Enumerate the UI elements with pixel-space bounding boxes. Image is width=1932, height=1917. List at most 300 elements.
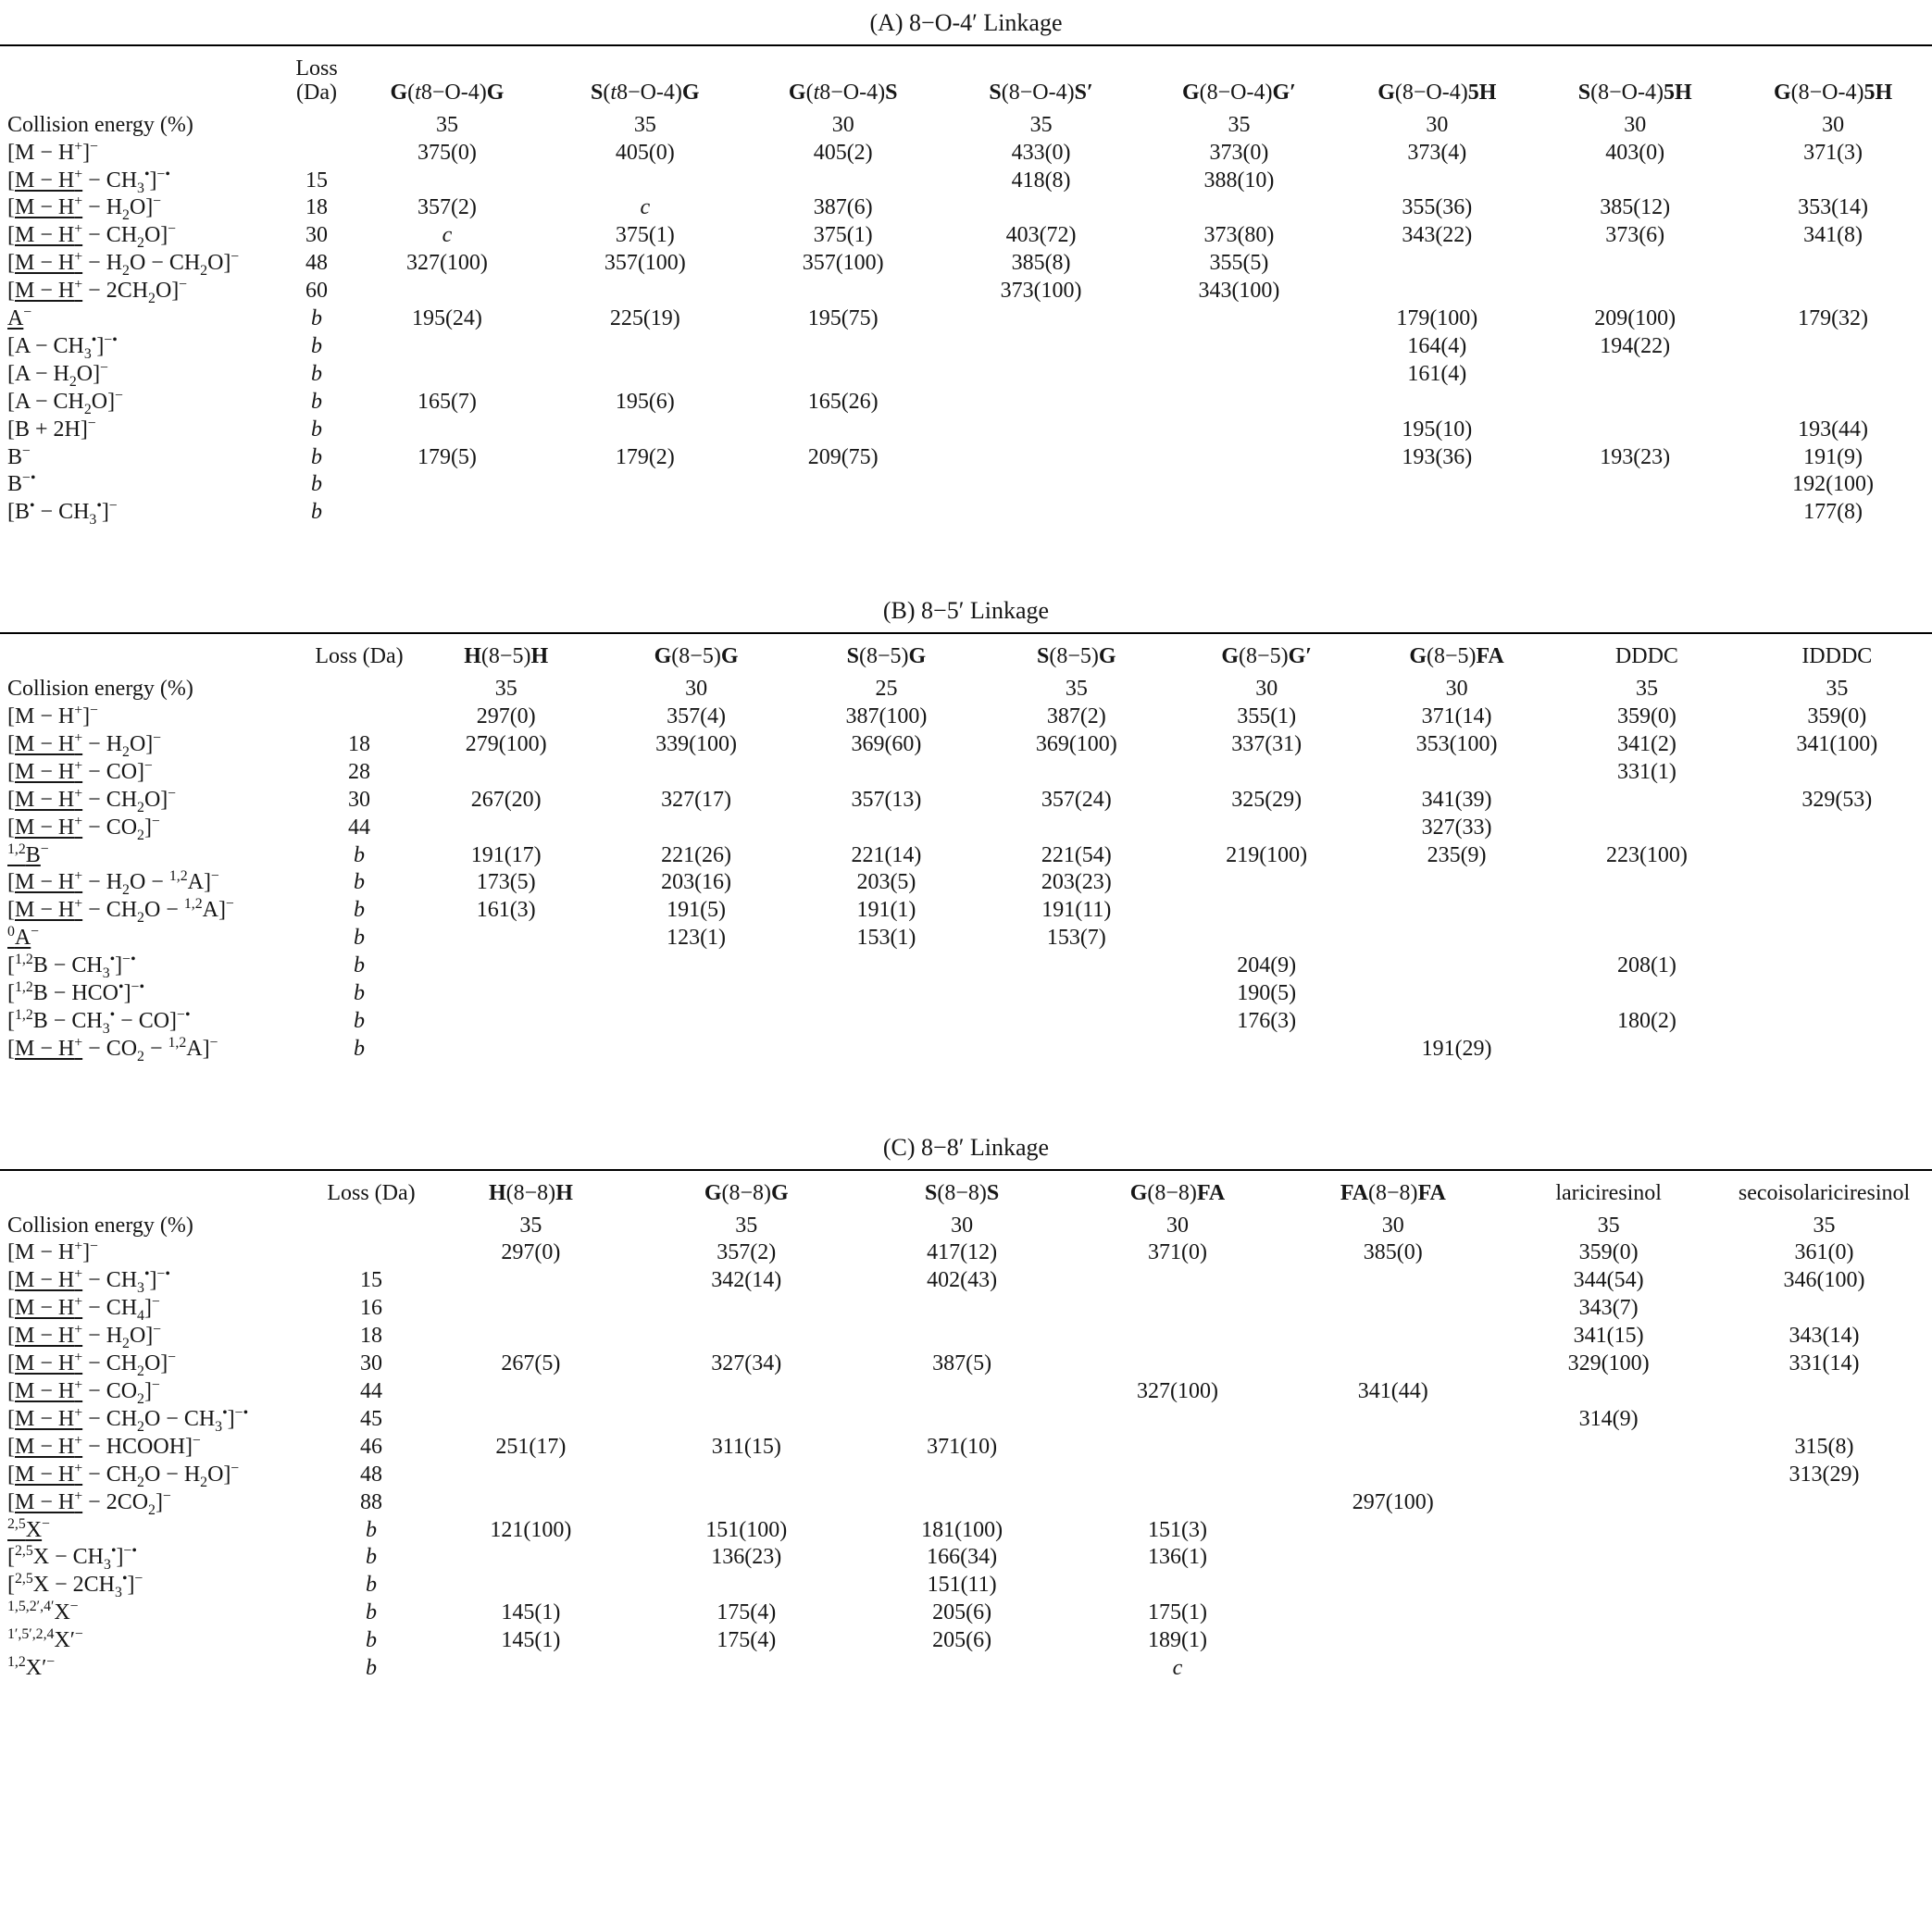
mz-intensity-cell [1338,278,1536,305]
mz-intensity-cell: 191(1) [856,898,916,923]
mz-intensity-cell [1552,925,1741,952]
mz-intensity-cell: 341(44) [1357,1379,1428,1404]
table-b-title: (B) 8−5′ Linkage [882,597,1050,625]
mz-intensity-cell [1734,278,1932,305]
mz-intensity-cell: 136(1) [1147,1545,1207,1570]
mz-intensity-cell [1716,1489,1932,1517]
table-row [0,703,1932,731]
mz-intensity-cell: 359(0) [1616,704,1676,728]
mz-intensity-cell [1536,499,1734,527]
mz-intensity-cell [942,444,1141,472]
mz-intensity-cell [639,1378,854,1406]
mz-intensity-cell: 161(3) [476,898,536,923]
mz-intensity-cell: 191(5) [667,898,727,923]
mz-intensity-cell [1285,1517,1501,1545]
mz-intensity-cell [1070,1323,1286,1351]
mz-intensity-cell: 371(14) [1421,704,1492,728]
mz-intensity-cell: 387(2) [1046,704,1106,728]
loss-value: 60 [305,279,328,304]
mz-intensity-cell [1285,1600,1501,1627]
ion-row-label: $^{1,2}$X′− [7,1654,56,1681]
mz-intensity-cell [744,168,942,195]
mz-intensity-cell [423,1267,639,1295]
mz-intensity-cell [1338,250,1536,278]
table-c-title: (C) 8−8′ Linkage [882,1133,1050,1161]
loss-value: b [354,953,365,978]
mz-intensity-cell: 403(0) [1605,140,1665,165]
mz-intensity-cell: 357(100) [802,251,884,276]
mz-intensity-cell: 417(12) [927,1240,998,1265]
mz-intensity-cell: 166(34) [927,1545,998,1570]
mz-intensity-cell: 371(0) [1147,1240,1207,1265]
table-row [0,676,1932,703]
loss-da-header: Loss (Da) [315,644,404,669]
table-row [0,417,1932,444]
loss-value [307,703,411,731]
ion-row-label: $^{1',5',2,4}$X′− [7,1626,83,1653]
mz-intensity-cell [1742,925,1932,952]
mz-intensity-cell [981,1036,1171,1064]
ion-row-label: $[M - H^+ - H_2O - CH_2O]^-$ [7,249,240,280]
table-b-section [0,595,1932,1063]
mz-intensity-cell [744,278,942,305]
mz-intensity-cell: 369(100) [1035,731,1117,756]
mz-intensity-cell: 315(8) [1794,1434,1854,1459]
mz-intensity-cell: 297(100) [1352,1489,1434,1514]
ion-row-label: $[B^• - CH_3^•]^-$ [7,498,118,529]
ion-row-label: $[M - H^+ - CO_2]^-$ [7,1377,160,1407]
mz-intensity-cell [423,1323,639,1351]
loss-value [285,140,348,168]
table-row [0,759,1932,787]
loss-value: 48 [305,251,328,276]
ion-row-label: $[^{1,2}B - CH_3^• - CO]^{-•}$ [7,1006,191,1037]
mz-intensity-cell [1285,1572,1501,1600]
table-row [0,1008,1932,1036]
table-row [0,389,1932,417]
mz-intensity-cell [546,417,744,444]
mz-intensity-cell [1338,168,1536,195]
table-row [0,361,1932,389]
mz-intensity-cell [546,471,744,499]
mz-intensity-cell [1285,1323,1501,1351]
mz-intensity-cell [1716,1295,1932,1323]
mz-intensity-cell [942,194,1141,222]
mz-intensity-cell: 357(2) [417,195,477,220]
mz-intensity-cell: 145(1) [501,1600,561,1625]
mz-intensity-cell: 191(11) [1041,898,1112,923]
mz-intensity-cell [791,1036,981,1064]
mz-intensity-cell [1285,1655,1501,1683]
mz-intensity-cell [1734,168,1932,195]
header-spacer [0,46,285,112]
mz-intensity-cell: 25 [875,677,898,702]
mz-intensity-cell [1716,1572,1932,1600]
loss-value: 30 [348,787,370,812]
mz-intensity-cell: 204(9) [1237,953,1297,978]
mz-intensity-cell: 193(36) [1402,444,1473,469]
mz-intensity-cell [1742,980,1932,1008]
mz-intensity-cell [744,333,942,361]
compound-column-header-8: G(8−O-4)5H [1773,80,1893,105]
ion-row-label: [$^{1,2}$B − HCO•]−• [7,979,145,1006]
mz-intensity-cell [601,1036,791,1064]
mz-intensity-cell [348,361,546,389]
mz-intensity-cell: 180(2) [1616,1008,1676,1033]
table-row [0,1517,1932,1545]
mz-intensity-cell [1536,168,1734,195]
table-row [0,980,1932,1008]
table-row [0,1544,1932,1572]
table-row [0,1239,1932,1267]
mz-intensity-cell: 327(100) [1136,1379,1218,1404]
loss-value: b [366,1656,377,1681]
mz-intensity-cell: 355(1) [1237,704,1297,728]
loss-value: b [366,1600,377,1625]
compound-column-header-8: IDDDC [1801,644,1873,669]
mz-intensity-cell [981,980,1171,1008]
table-c-linkage-8-8 [0,1171,1932,1683]
table-row [0,897,1932,925]
mz-intensity-cell [1716,1406,1932,1434]
loss-value: 30 [305,223,328,248]
mz-intensity-cell [1172,1036,1362,1064]
mz-intensity-cell [423,1378,639,1406]
mz-intensity-cell: 205(6) [932,1600,992,1625]
ion-row-label: $[M - H^+ - 2CO_2]^-$ [7,1488,171,1518]
mz-intensity-cell: 388(10) [1203,168,1275,193]
ion-row-label: $[M - H^+ - CO_2]^-$ [7,813,160,843]
table-row [0,869,1932,897]
loss-value: b [311,361,322,386]
mz-intensity-cell: 341(100) [1796,731,1878,756]
mz-intensity-cell: 405(2) [813,140,873,165]
table-row [0,222,1932,250]
mz-intensity-cell: 145(1) [501,1628,561,1653]
mz-intensity-cell [1141,389,1339,417]
mz-intensity-cell [854,1489,1070,1517]
mz-intensity-cell [744,361,942,389]
mz-intensity-cell [1501,1434,1716,1462]
mz-intensity-cell [1552,815,1741,842]
table-row [0,842,1932,870]
mz-intensity-cell [1734,361,1932,389]
mz-intensity-cell: 343(7) [1578,1296,1639,1321]
mz-intensity-cell: 30 [1624,112,1647,137]
mz-intensity-cell: c [1172,1656,1183,1681]
ion-row-label: [B + 2H]− [7,415,96,442]
mz-intensity-cell [639,1462,854,1489]
mz-intensity-cell: 191(17) [470,842,542,867]
mz-intensity-cell [1070,1572,1286,1600]
compound-column-header-7: DDDC [1614,644,1678,669]
mz-intensity-cell: 373(0) [1209,140,1269,165]
compound-column-header-4: G(8−8)FA [1129,1180,1226,1205]
ion-row-label: $[M - H^+ - H_2O]^-$ [7,193,162,224]
mz-intensity-cell: 194(22) [1600,333,1671,358]
ion-row-label: $[A - CH_3^•]^{-•}$ [7,331,118,362]
header-row [0,634,1932,676]
mz-intensity-cell [1070,1462,1286,1489]
mz-intensity-cell [1742,952,1932,980]
mz-intensity-cell: 343(100) [1198,279,1280,304]
mz-intensity-cell [1141,361,1339,389]
mz-intensity-cell: 357(24) [1041,787,1112,812]
mz-intensity-cell [1742,759,1932,787]
mz-intensity-cell [1070,1489,1286,1517]
ion-row-label: $^0$A− [7,924,40,951]
ion-row-label: $^{1,2}$B− [7,840,49,867]
ion-row-label: $[M - H^+ - H_2O]^-$ [7,1322,162,1351]
mz-intensity-cell: 179(32) [1798,306,1869,331]
ion-row-label: $[A - H_2O]^-$ [7,359,109,390]
mz-intensity-cell: 375(1) [615,223,675,248]
mz-intensity-cell: 203(16) [661,870,732,895]
loss-value: b [366,1517,377,1542]
mz-intensity-cell [601,952,791,980]
mz-intensity-cell: 175(1) [1147,1600,1207,1625]
mz-intensity-cell: 151(11) [927,1573,997,1598]
mz-intensity-cell [1362,1008,1552,1036]
mz-intensity-cell [1141,333,1339,361]
mz-intensity-cell [1285,1295,1501,1323]
compound-column-header-6: G(8−5)FA [1409,644,1504,669]
mz-intensity-cell: 327(33) [1421,815,1492,840]
mz-intensity-cell [411,1008,601,1036]
mz-intensity-cell [1141,305,1339,333]
ion-row-label: Collision energy (%) [7,112,193,137]
mz-intensity-cell: 35 [735,1213,758,1238]
header-row [0,1171,1932,1213]
loss-da-header: Loss (Da) [295,56,338,105]
loss-value: 44 [348,815,370,840]
table-a-linkage-8-O-4 [0,46,1932,527]
mz-intensity-cell: 179(100) [1396,306,1478,331]
ion-row-label: $[^{2,5}X - 2CH_3^•]^-$ [7,1571,143,1601]
mz-intensity-cell: 35 [435,112,458,137]
mz-intensity-cell [1552,897,1741,925]
mz-intensity-cell [348,278,546,305]
mz-intensity-cell [348,417,546,444]
mz-intensity-cell: 341(2) [1616,731,1676,756]
mz-intensity-cell: 175(4) [717,1600,777,1625]
mz-intensity-cell [1552,980,1741,1008]
mz-intensity-cell [411,759,601,787]
mz-intensity-cell: c [442,223,453,248]
table-row [0,250,1932,278]
mz-intensity-cell [639,1295,854,1323]
table-row [0,787,1932,815]
ion-row-label: $[M - H^+ - CH_3^•]^{-•}$ [7,1266,170,1297]
mz-intensity-cell: 195(24) [411,306,482,331]
mz-intensity-cell [1536,361,1734,389]
mz-intensity-cell: 267(20) [470,787,542,812]
mz-intensity-cell: 403(72) [1005,223,1077,248]
compound-column-header-1: G(t8−O-4)G [390,80,505,105]
mz-intensity-cell [639,1489,854,1517]
mz-intensity-cell [639,1572,854,1600]
mz-intensity-cell [546,278,744,305]
mz-intensity-cell [1362,925,1552,952]
mz-intensity-cell: 357(2) [717,1240,777,1265]
mz-intensity-cell: 344(54) [1573,1268,1644,1293]
mz-intensity-cell: 35 [1826,677,1849,702]
loss-value: 44 [360,1379,382,1404]
mz-intensity-cell [1742,1036,1932,1064]
table-row [0,1489,1932,1517]
mz-intensity-cell: 193(23) [1600,444,1671,469]
loss-value: b [354,926,365,951]
mz-intensity-cell: 331(1) [1616,759,1676,784]
mz-intensity-cell: 387(100) [845,704,928,728]
mz-intensity-cell [1742,815,1932,842]
mz-intensity-cell [1070,1351,1286,1378]
mz-intensity-cell: 181(100) [921,1517,1003,1542]
mz-intensity-cell: 225(19) [609,306,680,331]
loss-value [319,1239,423,1267]
mz-intensity-cell: 353(100) [1415,731,1498,756]
mz-intensity-cell [942,471,1141,499]
mz-intensity-cell: 343(22) [1402,223,1473,248]
mz-intensity-cell: 30 [1165,1213,1189,1238]
ion-row-label: [M − H+]− [7,1239,99,1265]
mz-intensity-cell [791,980,981,1008]
mz-intensity-cell [601,1008,791,1036]
loss-value: b [354,842,365,867]
table-row [0,194,1932,222]
table-row [0,278,1932,305]
mz-intensity-cell: 357(4) [667,704,727,728]
mz-intensity-cell [1362,869,1552,897]
mz-intensity-cell [411,1036,601,1064]
mz-intensity-cell [1536,389,1734,417]
mz-intensity-cell [1552,787,1741,815]
mz-intensity-cell: 405(0) [615,140,675,165]
mz-intensity-cell [348,471,546,499]
table-row [0,1213,1932,1240]
compound-column-header-5: G(8−5)G′ [1221,644,1312,669]
loss-value: 18 [305,195,328,220]
mz-intensity-cell [1362,980,1552,1008]
mz-intensity-cell [1141,194,1339,222]
mz-intensity-cell [1716,1544,1932,1572]
mz-intensity-cell: 346(100) [1783,1268,1865,1293]
mz-intensity-cell: 311(15) [711,1434,781,1459]
mz-intensity-cell: 355(5) [1209,251,1269,276]
mz-intensity-cell [1362,952,1552,980]
loss-value: 30 [360,1351,382,1376]
mz-intensity-cell: 209(75) [807,444,879,469]
table-row [0,952,1932,980]
mz-intensity-cell [942,499,1141,527]
mz-intensity-cell [1285,1406,1501,1434]
mz-intensity-cell: 297(0) [501,1240,561,1265]
table-a-section [0,7,1932,527]
mz-intensity-cell [411,815,601,842]
compound-column-header-7: secoisolariciresinol [1738,1180,1911,1205]
mz-intensity-cell [981,1008,1171,1036]
mz-intensity-cell [1742,897,1932,925]
loss-da-header: Loss (Da) [327,1180,416,1205]
ion-row-label: $^{2,5}$X− [7,1515,51,1542]
mz-intensity-cell [1734,333,1932,361]
mz-intensity-cell [1070,1434,1286,1462]
mz-intensity-cell: 369(60) [851,731,922,756]
mz-intensity-cell [1536,471,1734,499]
mz-intensity-cell: 179(2) [615,444,675,469]
table-row [0,1600,1932,1627]
mz-intensity-cell [348,168,546,195]
mz-intensity-cell: 35 [1065,677,1088,702]
mz-intensity-cell [854,1378,1070,1406]
loss-value [319,1213,423,1240]
mz-intensity-cell: 221(14) [851,842,922,867]
ion-row-label: Collision energy (%) [7,677,193,702]
mz-intensity-cell: 373(4) [1407,140,1467,165]
mz-intensity-cell [791,1008,981,1036]
mz-intensity-cell: 375(1) [813,223,873,248]
mz-intensity-cell [546,333,744,361]
mz-intensity-cell: 313(29) [1789,1462,1860,1487]
ion-row-label: $[A - CH_2O]^-$ [7,387,124,417]
mz-intensity-cell [1742,842,1932,870]
mz-intensity-cell [942,417,1141,444]
mz-intensity-cell: 355(36) [1402,195,1473,220]
mz-intensity-cell: 373(80) [1203,223,1275,248]
mz-intensity-cell: 279(100) [465,731,547,756]
ion-row-label: [M − H+]− [7,138,99,165]
mz-intensity-cell: 30 [1445,677,1468,702]
ion-row-label: $[^{2,5}X - CH_3^•]^{-•}$ [7,1543,137,1574]
loss-value: 46 [360,1434,382,1459]
table-row [0,333,1932,361]
mz-intensity-cell [942,361,1141,389]
mz-intensity-cell: 205(6) [932,1628,992,1653]
mz-intensity-cell [1501,1655,1716,1683]
ion-row-label: $[M - H^+ - H_2O]^-$ [7,729,162,760]
table-row [0,112,1932,140]
mz-intensity-cell: 339(100) [655,731,738,756]
header-row [0,46,1932,112]
mz-intensity-cell: 208(1) [1616,953,1676,978]
mz-intensity-cell: 175(4) [717,1628,777,1653]
ion-row-label: [M − H+]− [7,703,99,728]
ion-row-label: $[M - H^+ - CH_2O]^-$ [7,1350,177,1379]
mz-intensity-cell: 251(17) [495,1434,567,1459]
mz-intensity-cell: 151(100) [705,1517,788,1542]
mz-intensity-cell: 371(10) [927,1434,998,1459]
mz-intensity-cell: 191(9) [1803,444,1863,469]
compound-column-header-2: G(8−8)G [704,1180,789,1205]
mz-intensity-cell: 373(6) [1605,223,1665,248]
ion-row-label: $[^{1,2}B - CH_3^•]^{-•}$ [7,952,136,981]
mz-intensity-cell: 221(26) [661,842,732,867]
compound-column-header-4: S(8−O-4)S′ [989,80,1093,105]
table-row [0,1267,1932,1295]
mz-intensity-cell: 314(9) [1578,1406,1639,1431]
mz-intensity-cell [639,1323,854,1351]
mz-intensity-cell [1742,1008,1932,1036]
mz-intensity-cell: 387(5) [932,1351,992,1376]
mz-intensity-cell: 195(10) [1402,417,1473,442]
loss-value: b [311,389,322,414]
mz-intensity-cell: 209(100) [1594,306,1676,331]
mz-intensity-cell: 123(1) [667,926,727,951]
mz-intensity-cell: 343(14) [1789,1324,1860,1349]
table-row [0,1406,1932,1434]
mz-intensity-cell [1716,1655,1932,1683]
mz-intensity-cell [1070,1267,1286,1295]
